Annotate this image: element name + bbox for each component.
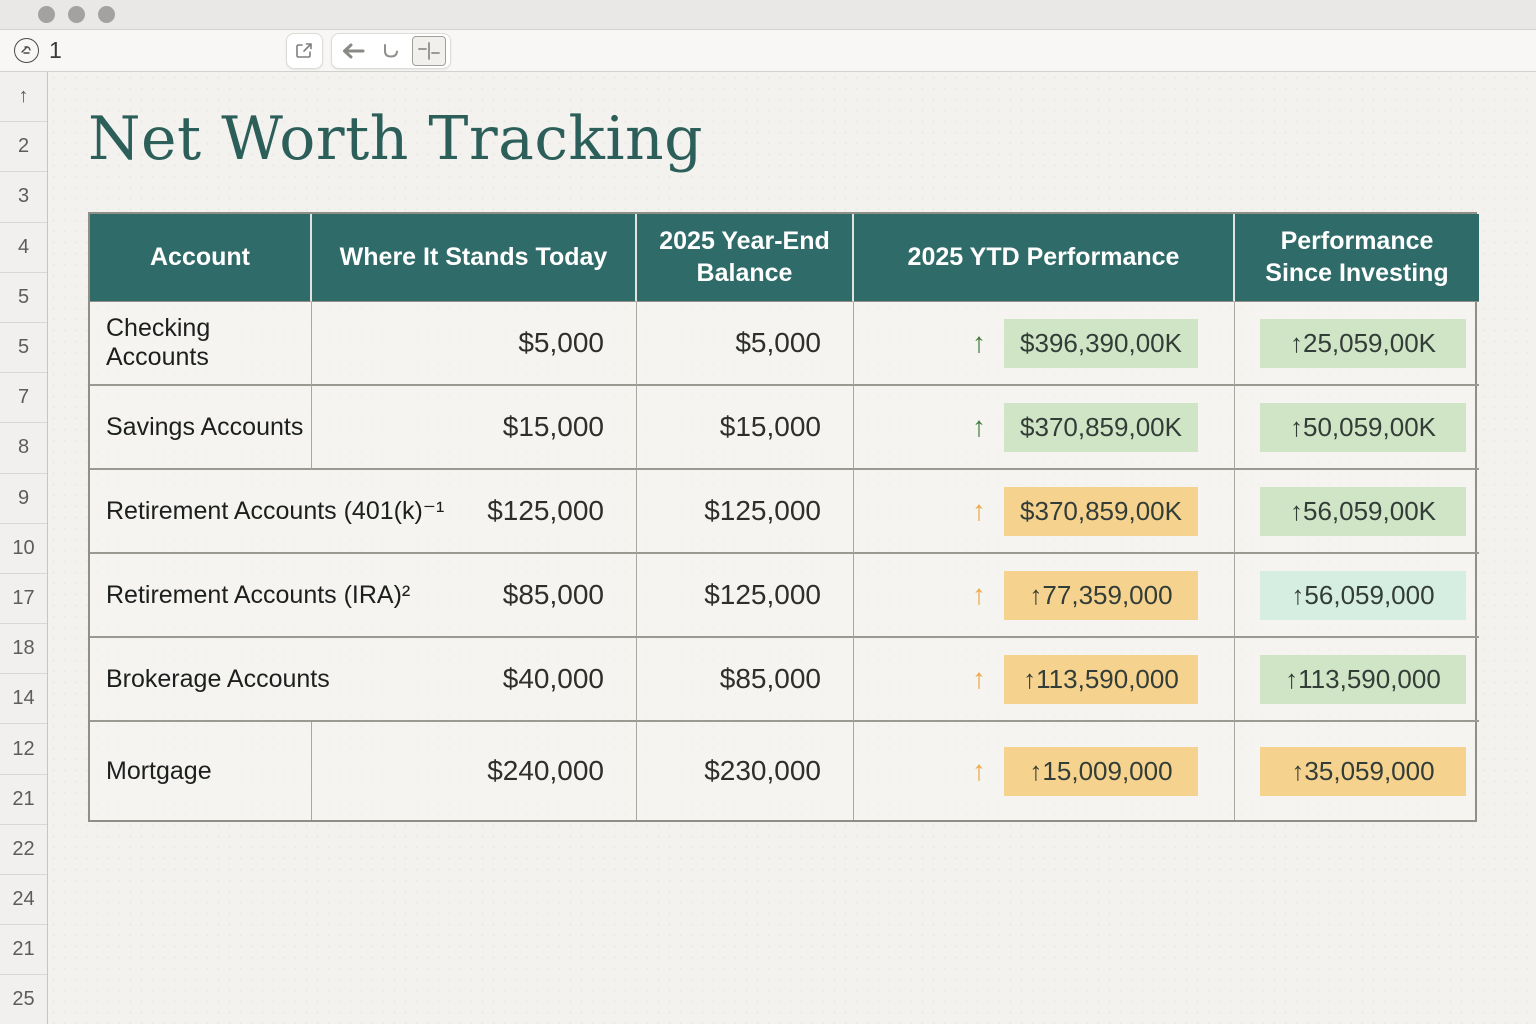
page-title[interactable]: Net Worth Tracking	[88, 104, 704, 174]
row-header-column	[0, 72, 48, 1024]
row-header[interactable]: 7	[0, 373, 47, 423]
ytd-performance-cell[interactable]	[854, 386, 1235, 470]
column-header-ytd[interactable]: 2025 YTD Performance	[854, 214, 1235, 302]
row-header[interactable]: 8	[0, 423, 47, 473]
year-end-balance-value: $5,000	[735, 327, 821, 358]
ytd-performance-cell[interactable]	[854, 722, 1235, 820]
ytd-highlighted-value: ↑77,359,000	[1004, 571, 1198, 620]
year-end-balance-value: $85,000	[719, 663, 821, 694]
account-cell[interactable]	[90, 386, 312, 470]
ytd-performance-cell[interactable]	[854, 470, 1235, 554]
year-end-balance-value: $230,000	[704, 755, 821, 786]
since-highlighted-value: ↑25,059,00K	[1260, 319, 1466, 368]
year-end-balance-cell[interactable]	[637, 554, 854, 638]
window-control-dot[interactable]	[68, 6, 85, 23]
ytd-performance-cell[interactable]	[854, 302, 1235, 386]
row-header[interactable]: 5	[0, 273, 47, 323]
row-header[interactable]: ↑	[0, 72, 47, 122]
account-label: Retirement Accounts (IRA)²	[106, 580, 411, 609]
row-header[interactable]: 25	[0, 975, 47, 1024]
ytd-performance-cell[interactable]	[854, 554, 1235, 638]
column-header-account[interactable]: Account	[90, 214, 312, 302]
back-button[interactable]	[336, 36, 370, 66]
since-highlighted-value: ↑50,059,00K	[1260, 403, 1466, 452]
row-header[interactable]: 9	[0, 474, 47, 524]
today-balance-value: $85,000	[502, 579, 604, 610]
window-control-dot[interactable]	[98, 6, 115, 23]
column-header-since[interactable]: Performance Since Investing	[1235, 214, 1479, 302]
column-header-today[interactable]: Where It Stands Today	[312, 214, 637, 302]
row-header[interactable]: 4	[0, 223, 47, 273]
row-header[interactable]: 22	[0, 825, 47, 875]
row-header[interactable]: 10	[0, 524, 47, 574]
ytd-highlighted-value: ↑15,009,000	[1004, 747, 1198, 796]
account-label: Checking Accounts	[106, 314, 211, 371]
split-view-icon	[417, 42, 441, 60]
sheet-canvas	[48, 72, 1536, 1024]
account-cell[interactable]	[90, 638, 637, 722]
since-highlighted-value: ↑56,059,000	[1260, 571, 1466, 620]
ytd-highlighted-value: $396,390,00K	[1004, 319, 1198, 368]
up-arrow-icon: ↑	[972, 663, 986, 694]
since-highlighted-value: ↑35,059,000	[1260, 747, 1466, 796]
year-end-balance-cell[interactable]	[637, 722, 854, 820]
account-label: Mortgage	[106, 756, 212, 785]
row-header[interactable]: 2	[0, 122, 47, 172]
account-label: Retirement Accounts (401(k)⁻¹	[106, 497, 445, 525]
account-label: Brokerage Accounts	[106, 664, 330, 693]
row-header[interactable]: 21	[0, 775, 47, 825]
since-investing-cell[interactable]	[1235, 722, 1479, 820]
status-circle-icon[interactable]	[14, 38, 39, 63]
account-cell[interactable]	[90, 722, 312, 820]
app-toolbar	[0, 30, 1536, 72]
up-arrow-icon: ↑	[972, 411, 986, 442]
today-balance-cell[interactable]	[312, 722, 637, 820]
undo-button[interactable]	[374, 36, 408, 66]
ytd-highlighted-value: $370,859,00K	[1004, 487, 1198, 536]
ytd-highlighted-value: ↑113,590,000	[1004, 655, 1198, 704]
row-header[interactable]: 18	[0, 624, 47, 674]
row-header[interactable]: 5	[0, 323, 47, 373]
ytd-highlighted-value: $370,859,00K	[1004, 403, 1198, 452]
year-end-balance-cell[interactable]	[637, 302, 854, 386]
today-balance-cell[interactable]	[312, 386, 637, 470]
since-investing-cell[interactable]	[1235, 302, 1479, 386]
page-indicator-group	[0, 37, 62, 64]
today-balance-value: $5,000	[518, 327, 604, 358]
since-investing-cell[interactable]	[1235, 638, 1479, 722]
year-end-balance-cell[interactable]	[637, 638, 854, 722]
today-balance-value: $40,000	[502, 663, 604, 694]
row-header[interactable]: 3	[0, 172, 47, 222]
account-cell[interactable]	[90, 470, 637, 554]
row-header[interactable]: 21	[0, 925, 47, 975]
today-balance-value: $15,000	[502, 411, 604, 442]
row-header[interactable]: 14	[0, 674, 47, 724]
since-investing-cell[interactable]	[1235, 470, 1479, 554]
year-end-balance-value: $125,000	[704, 579, 821, 610]
today-balance-value: $125,000	[487, 495, 604, 526]
column-header-year-end[interactable]: 2025 Year-End Balance	[637, 214, 854, 302]
row-header[interactable]: 17	[0, 574, 47, 624]
ytd-performance-cell[interactable]	[854, 638, 1235, 722]
account-label: Savings Accounts	[106, 412, 304, 441]
up-arrow-icon: ↑	[972, 327, 986, 358]
year-end-balance-value: $125,000	[704, 495, 821, 526]
up-arrow-icon: ↑	[972, 579, 986, 610]
today-balance-cell[interactable]	[312, 302, 637, 386]
page-number: 1	[49, 37, 62, 63]
since-investing-cell[interactable]	[1235, 386, 1479, 470]
up-arrow-icon: ↑	[972, 755, 986, 786]
up-arrow-icon: ↑	[972, 495, 986, 526]
row-header[interactable]: 12	[0, 724, 47, 774]
window-titlebar	[0, 0, 1536, 30]
account-cell[interactable]	[90, 554, 637, 638]
since-highlighted-value: ↑56,059,00K	[1260, 487, 1466, 536]
back-arrow-icon	[341, 43, 365, 59]
undo-curve-icon	[381, 43, 401, 59]
share-icon	[295, 42, 314, 60]
year-end-balance-cell[interactable]	[637, 386, 854, 470]
split-view-button[interactable]	[412, 36, 446, 66]
year-end-balance-value: $15,000	[719, 411, 821, 442]
account-cell[interactable]	[90, 302, 312, 386]
row-header[interactable]: 24	[0, 875, 47, 925]
since-investing-cell[interactable]	[1235, 554, 1479, 638]
spreadsheet-body	[0, 72, 1536, 1024]
since-highlighted-value: ↑113,590,000	[1260, 655, 1466, 704]
share-button[interactable]	[286, 33, 323, 69]
navigation-button-group	[331, 33, 451, 69]
year-end-balance-cell[interactable]	[637, 470, 854, 554]
net-worth-table	[88, 212, 1477, 822]
window-control-dot[interactable]	[38, 6, 55, 23]
toolbar-buttons	[286, 33, 451, 69]
today-balance-value: $240,000	[487, 755, 604, 786]
